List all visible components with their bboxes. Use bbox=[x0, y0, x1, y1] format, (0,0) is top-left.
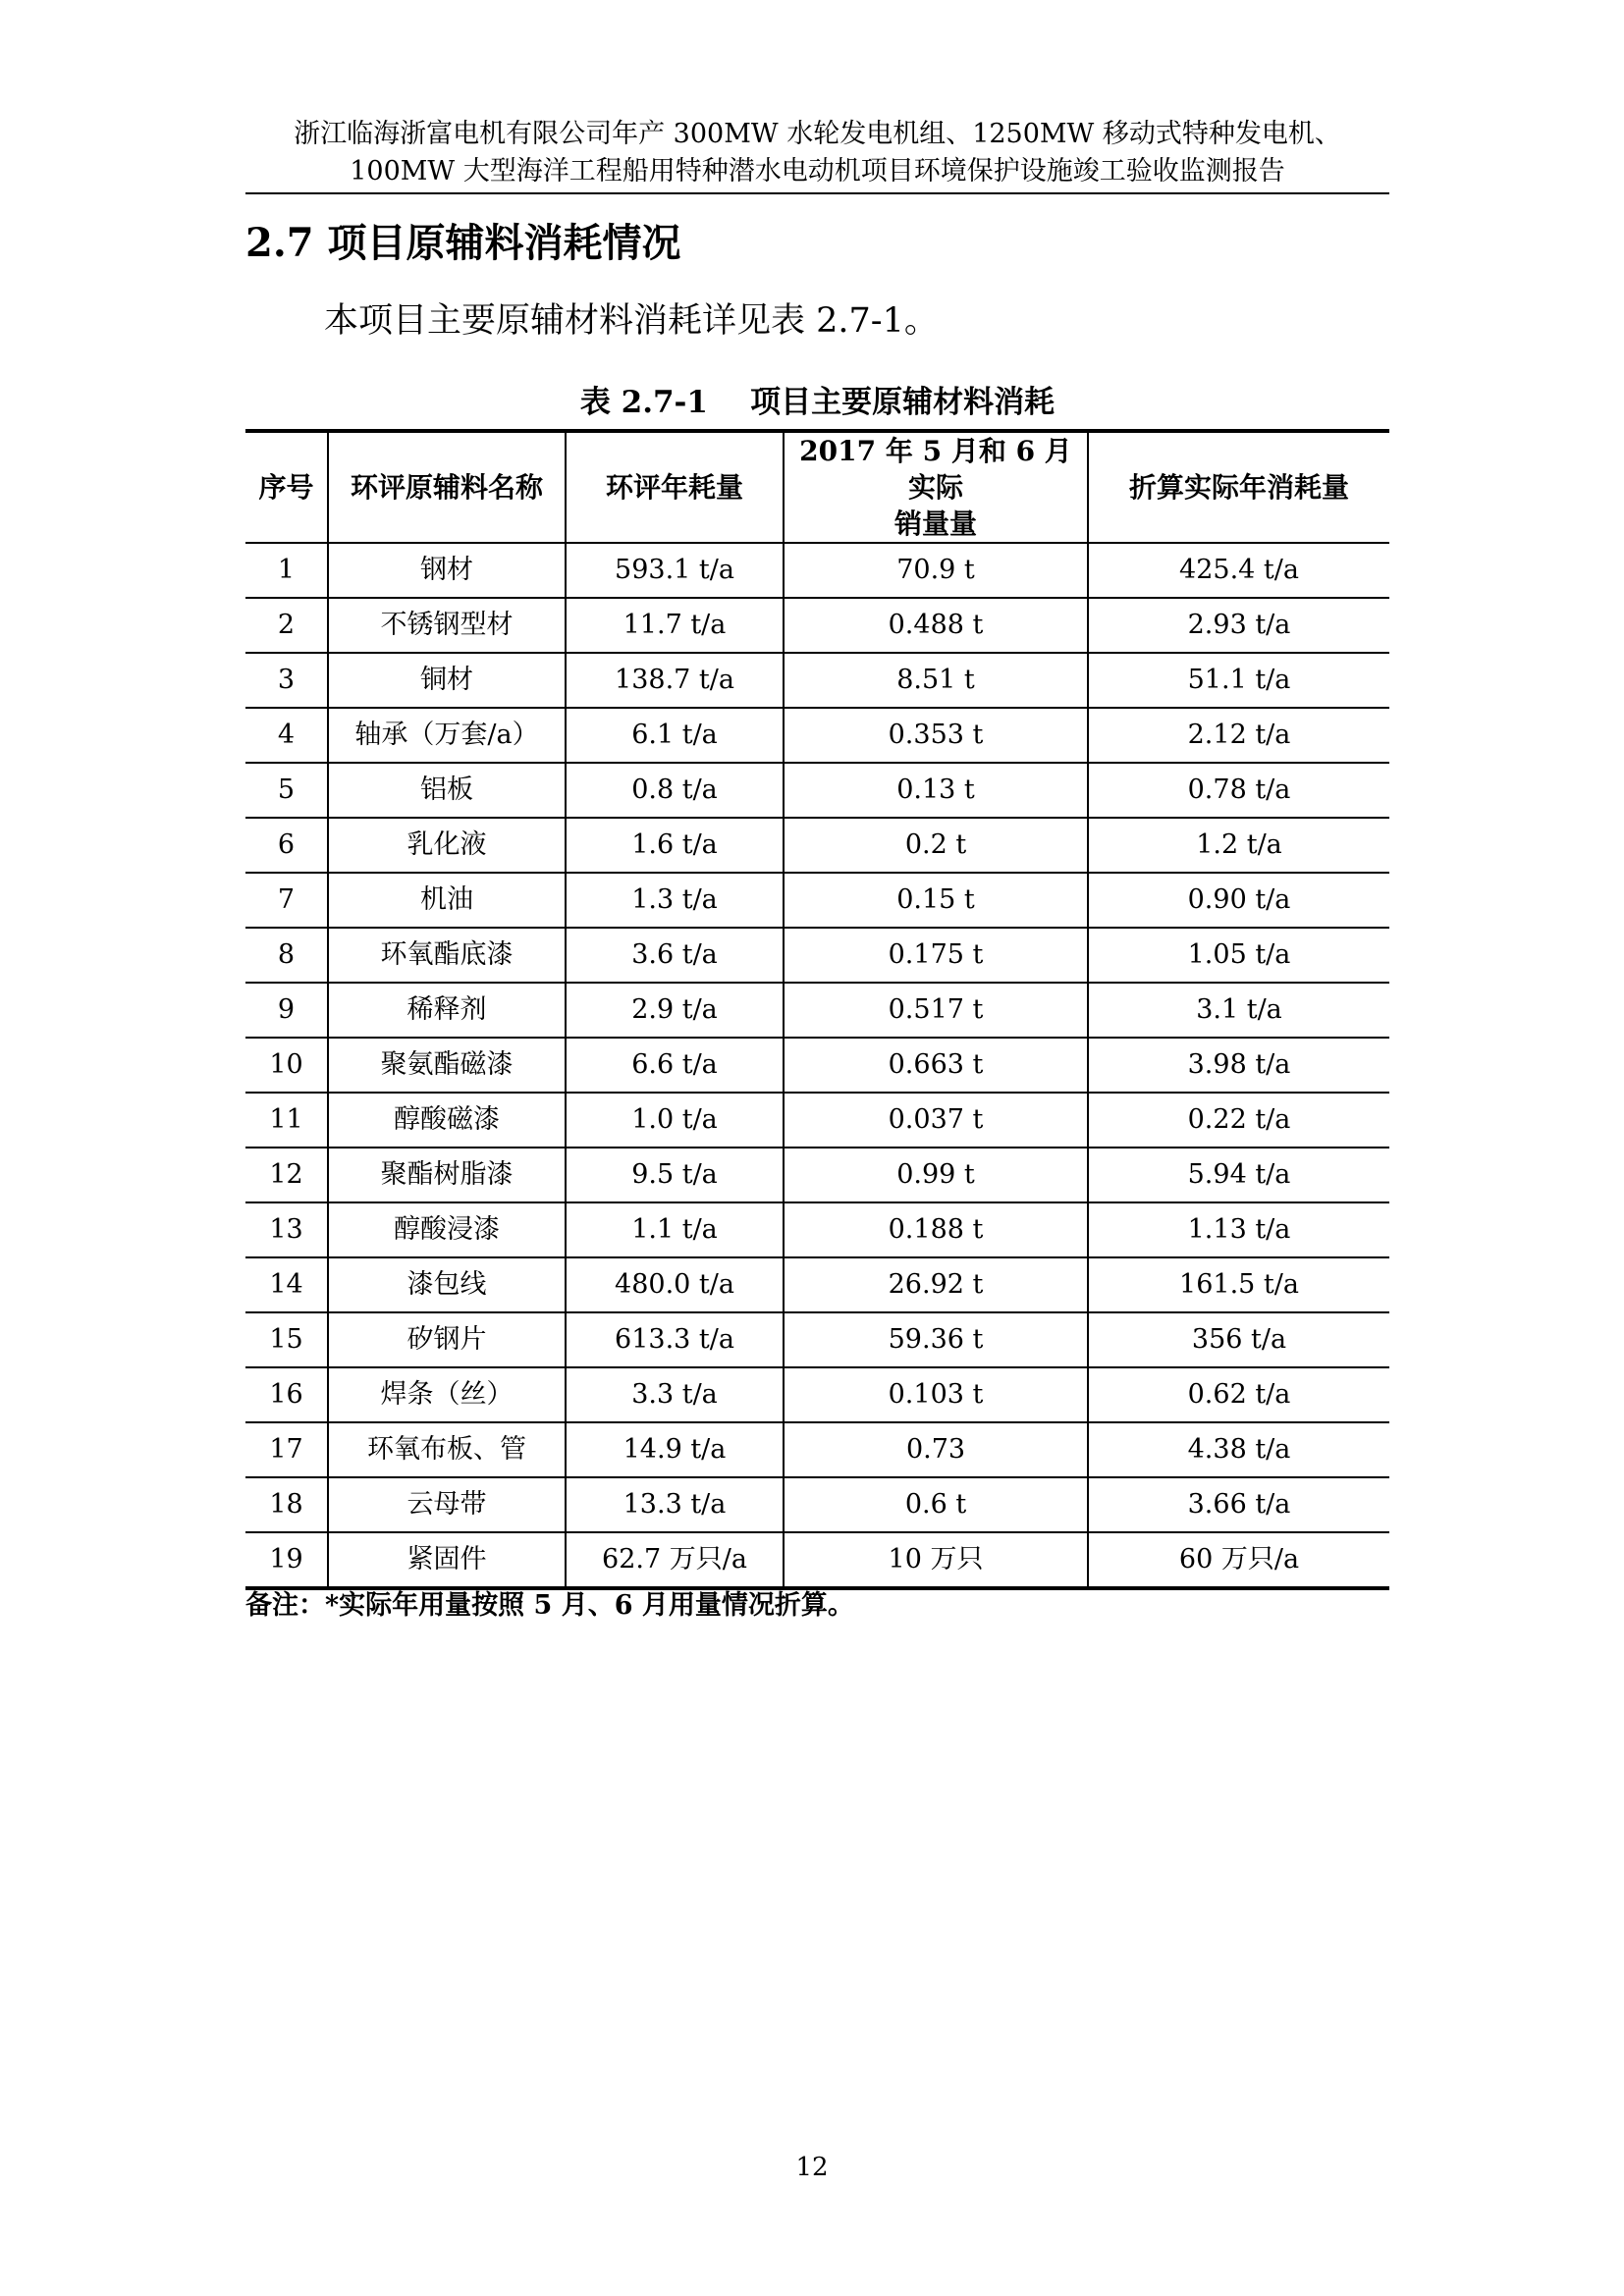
cell-eia-annual: 1.3 t/a bbox=[566, 873, 784, 928]
table-row bbox=[245, 983, 1389, 1038]
cell-seq: 16 bbox=[245, 1367, 328, 1422]
cell-eia-annual: 480.0 t/a bbox=[566, 1257, 784, 1312]
cell-eia-annual: 2.9 t/a bbox=[566, 983, 784, 1038]
cell-material-name: 环氧布板、管 bbox=[328, 1422, 566, 1477]
cell-eia-annual: 1.0 t/a bbox=[566, 1093, 784, 1148]
cell-material-name: 紧固件 bbox=[328, 1532, 566, 1588]
cell-converted-annual: 1.05 t/a bbox=[1088, 928, 1389, 983]
cell-eia-annual: 1.1 t/a bbox=[566, 1202, 784, 1257]
cell-may-june-actual: 10 万只 bbox=[784, 1532, 1088, 1588]
table-row bbox=[245, 1093, 1389, 1148]
cell-material-name: 漆包线 bbox=[328, 1257, 566, 1312]
cell-converted-annual: 161.5 t/a bbox=[1088, 1257, 1389, 1312]
table-note: 备注：*实际年用量按照 5 月、6 月用量情况折算。 bbox=[245, 1590, 854, 1621]
cell-converted-annual: 4.38 t/a bbox=[1088, 1422, 1389, 1477]
cell-seq: 8 bbox=[245, 928, 328, 983]
table-header-row bbox=[245, 431, 1389, 543]
cell-material-name: 醇酸浸漆 bbox=[328, 1202, 566, 1257]
cell-converted-annual: 0.78 t/a bbox=[1088, 763, 1389, 818]
table-row bbox=[245, 1422, 1389, 1477]
cell-may-june-actual: 0.353 t bbox=[784, 708, 1088, 763]
cell-converted-annual: 2.93 t/a bbox=[1088, 598, 1389, 653]
cell-may-june-actual: 0.517 t bbox=[784, 983, 1088, 1038]
section-title: 2.7 项目原辅料消耗情况 bbox=[245, 220, 681, 266]
header-eia-annual: 环评年耗量 bbox=[566, 431, 784, 543]
cell-seq: 9 bbox=[245, 983, 328, 1038]
cell-material-name: 不锈钢型材 bbox=[328, 598, 566, 653]
table-row bbox=[245, 1148, 1389, 1202]
cell-seq: 19 bbox=[245, 1532, 328, 1588]
cell-eia-annual: 3.6 t/a bbox=[566, 928, 784, 983]
cell-seq: 10 bbox=[245, 1038, 328, 1093]
cell-eia-annual: 613.3 t/a bbox=[566, 1312, 784, 1367]
cell-may-june-actual: 0.99 t bbox=[784, 1148, 1088, 1202]
cell-material-name: 云母带 bbox=[328, 1477, 566, 1532]
header-may-june-line-1: 2017 年 5 月和 6 月实际 bbox=[799, 435, 1072, 504]
table-caption: 表 2.7-1 项目主要原辅材料消耗 bbox=[579, 385, 1056, 420]
table-row bbox=[245, 653, 1389, 708]
cell-eia-annual: 14.9 t/a bbox=[566, 1422, 784, 1477]
cell-seq: 11 bbox=[245, 1093, 328, 1148]
cell-may-june-actual: 0.175 t bbox=[784, 928, 1088, 983]
header-seq: 序号 bbox=[245, 431, 328, 543]
cell-eia-annual: 6.6 t/a bbox=[566, 1038, 784, 1093]
intro-paragraph: 本项目主要原辅材料消耗详见表 2.7-1。 bbox=[324, 301, 939, 341]
running-header-line-1: 浙江临海浙富电机有限公司年产 300MW 水轮发电机组、1250MW 移动式特种发电机、 bbox=[294, 119, 1341, 149]
table-row bbox=[245, 708, 1389, 763]
table-row bbox=[245, 1257, 1389, 1312]
cell-seq: 13 bbox=[245, 1202, 328, 1257]
cell-seq: 14 bbox=[245, 1257, 328, 1312]
header-converted-annual: 折算实际年消耗量 bbox=[1088, 431, 1389, 543]
cell-converted-annual: 2.12 t/a bbox=[1088, 708, 1389, 763]
table-row bbox=[245, 928, 1389, 983]
materials-table bbox=[245, 429, 1389, 1590]
cell-seq: 15 bbox=[245, 1312, 328, 1367]
cell-seq: 6 bbox=[245, 818, 328, 873]
page-number: 12 bbox=[795, 2153, 829, 2182]
cell-material-name: 轴承（万套/a） bbox=[328, 708, 566, 763]
cell-may-june-actual: 0.6 t bbox=[784, 1477, 1088, 1532]
cell-may-june-actual: 8.51 t bbox=[784, 653, 1088, 708]
cell-material-name: 环氧酯底漆 bbox=[328, 928, 566, 983]
cell-converted-annual: 5.94 t/a bbox=[1088, 1148, 1389, 1202]
cell-seq: 4 bbox=[245, 708, 328, 763]
table-row bbox=[245, 1202, 1389, 1257]
cell-converted-annual: 0.90 t/a bbox=[1088, 873, 1389, 928]
cell-eia-annual: 11.7 t/a bbox=[566, 598, 784, 653]
table-row bbox=[245, 763, 1389, 818]
cell-converted-annual: 60 万只/a bbox=[1088, 1532, 1389, 1588]
cell-eia-annual: 9.5 t/a bbox=[566, 1148, 784, 1202]
table-row bbox=[245, 598, 1389, 653]
cell-material-name: 乳化液 bbox=[328, 818, 566, 873]
cell-may-june-actual: 70.9 t bbox=[784, 543, 1088, 598]
cell-eia-annual: 13.3 t/a bbox=[566, 1477, 784, 1532]
cell-material-name: 聚氨酯磁漆 bbox=[328, 1038, 566, 1093]
cell-seq: 2 bbox=[245, 598, 328, 653]
cell-converted-annual: 3.98 t/a bbox=[1088, 1038, 1389, 1093]
cell-seq: 5 bbox=[245, 763, 328, 818]
table-row bbox=[245, 543, 1389, 598]
cell-may-june-actual: 0.15 t bbox=[784, 873, 1088, 928]
cell-converted-annual: 1.2 t/a bbox=[1088, 818, 1389, 873]
header-may-june-actual bbox=[784, 431, 1088, 543]
table-row bbox=[245, 1477, 1389, 1532]
cell-eia-annual: 6.1 t/a bbox=[566, 708, 784, 763]
cell-converted-annual: 0.22 t/a bbox=[1088, 1093, 1389, 1148]
running-header bbox=[245, 116, 1389, 190]
cell-may-june-actual: 59.36 t bbox=[784, 1312, 1088, 1367]
cell-may-june-actual: 0.2 t bbox=[784, 818, 1088, 873]
cell-material-name: 焊条（丝） bbox=[328, 1367, 566, 1422]
cell-converted-annual: 425.4 t/a bbox=[1088, 543, 1389, 598]
cell-may-june-actual: 26.92 t bbox=[784, 1257, 1088, 1312]
table-row bbox=[245, 818, 1389, 873]
cell-material-name: 铝板 bbox=[328, 763, 566, 818]
cell-converted-annual: 0.62 t/a bbox=[1088, 1367, 1389, 1422]
cell-may-june-actual: 0.103 t bbox=[784, 1367, 1088, 1422]
cell-may-june-actual: 0.037 t bbox=[784, 1093, 1088, 1148]
cell-may-june-actual: 0.488 t bbox=[784, 598, 1088, 653]
table-row bbox=[245, 1532, 1389, 1588]
table-row bbox=[245, 1367, 1389, 1422]
cell-material-name: 聚酯树脂漆 bbox=[328, 1148, 566, 1202]
cell-eia-annual: 0.8 t/a bbox=[566, 763, 784, 818]
table-row bbox=[245, 873, 1389, 928]
table-body bbox=[245, 543, 1389, 1588]
cell-eia-annual: 1.6 t/a bbox=[566, 818, 784, 873]
cell-eia-annual: 593.1 t/a bbox=[566, 543, 784, 598]
cell-material-name: 稀释剂 bbox=[328, 983, 566, 1038]
cell-eia-annual: 138.7 t/a bbox=[566, 653, 784, 708]
table-row bbox=[245, 1038, 1389, 1093]
header-divider bbox=[245, 192, 1389, 194]
cell-eia-annual: 3.3 t/a bbox=[566, 1367, 784, 1422]
cell-seq: 12 bbox=[245, 1148, 328, 1202]
cell-converted-annual: 3.66 t/a bbox=[1088, 1477, 1389, 1532]
cell-may-june-actual: 0.73 bbox=[784, 1422, 1088, 1477]
cell-eia-annual: 62.7 万只/a bbox=[566, 1532, 784, 1588]
cell-material-name: 铜材 bbox=[328, 653, 566, 708]
cell-material-name: 矽钢片 bbox=[328, 1312, 566, 1367]
header-material-name: 环评原辅料名称 bbox=[328, 431, 566, 543]
cell-seq: 18 bbox=[245, 1477, 328, 1532]
cell-seq: 17 bbox=[245, 1422, 328, 1477]
cell-converted-annual: 1.13 t/a bbox=[1088, 1202, 1389, 1257]
cell-may-june-actual: 0.663 t bbox=[784, 1038, 1088, 1093]
cell-material-name: 机油 bbox=[328, 873, 566, 928]
cell-converted-annual: 51.1 t/a bbox=[1088, 653, 1389, 708]
cell-may-june-actual: 0.13 t bbox=[784, 763, 1088, 818]
header-may-june-line-2: 销量量 bbox=[893, 507, 977, 540]
cell-seq: 3 bbox=[245, 653, 328, 708]
cell-may-june-actual: 0.188 t bbox=[784, 1202, 1088, 1257]
cell-seq: 7 bbox=[245, 873, 328, 928]
cell-seq: 1 bbox=[245, 543, 328, 598]
running-header-line-2: 100MW 大型海洋工程船用特种潜水电动机项目环境保护设施竣工验收监测报告 bbox=[350, 156, 1285, 187]
cell-converted-annual: 3.1 t/a bbox=[1088, 983, 1389, 1038]
cell-converted-annual: 356 t/a bbox=[1088, 1312, 1389, 1367]
cell-material-name: 钢材 bbox=[328, 543, 566, 598]
table-row bbox=[245, 1312, 1389, 1367]
cell-material-name: 醇酸磁漆 bbox=[328, 1093, 566, 1148]
